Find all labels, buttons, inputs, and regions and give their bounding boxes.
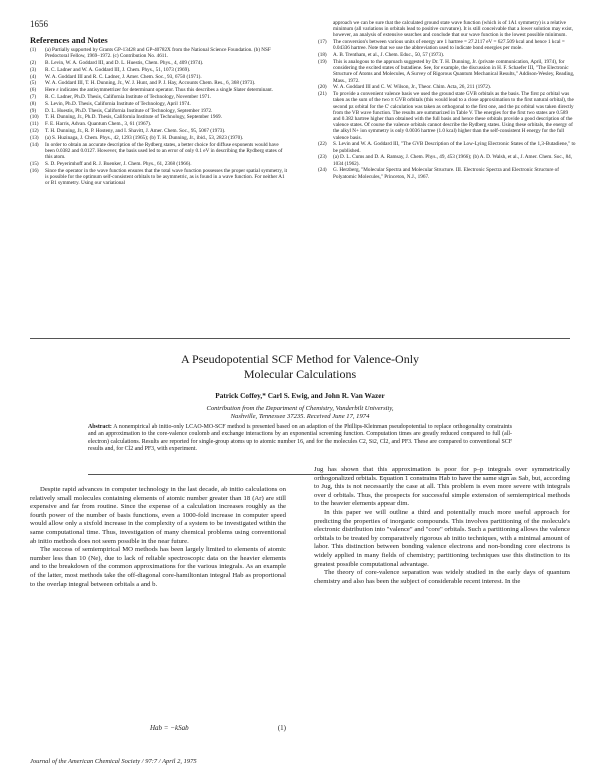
reference-text: Since the operator in the wave function ensures that the total wave function possesses the proper spatial symmetry, it is possible for the optimum self-consistent orbitals to be asymmetric, as is found in a wave function. For neither A1 or B1 symmetry. Using our variational xyxy=(45,167,288,186)
reference-text: (a) Partially supported by Grants GP-13428 and GP-40782X from the National Science Foundation. (b) NSF Predoctoral Fellow, 1969–1972. (c) Contribution No. 4611. xyxy=(45,47,271,60)
reference-text: R. C. Ladner and W. A. Goddard III, J. Chem. Phys., 51, 1073 (1969). xyxy=(45,66,191,73)
equation-1 xyxy=(30,724,286,732)
reference-item xyxy=(30,114,288,120)
reference-text: The conversion's between various units of energy are 1 hartree = 27.2117 eV = 627.509 kcal and hence 1 kcal = 0.04336 hartree. Note that we use the abbreviation used to indicate bond energies per mole. xyxy=(333,39,565,52)
reference-item xyxy=(30,135,288,141)
reference-number: (17) xyxy=(318,39,327,46)
reference-text: W. A. Goddard III and C. W. Wilson, Jr., Theor. Chim. Acta, 26, 211 (1972). xyxy=(333,84,491,91)
reference-number: (7) xyxy=(30,93,37,100)
reference-number: (23) xyxy=(318,154,327,161)
reference-number: (6) xyxy=(30,87,37,94)
reference-item xyxy=(30,161,288,167)
reference-item xyxy=(30,168,288,187)
reference-item xyxy=(30,121,288,127)
abstract xyxy=(88,424,512,454)
affiliation-line-2: Nashville, Tennessee 37235. Received June 17, 1974 xyxy=(230,413,370,420)
reference-item xyxy=(30,60,288,66)
reference-text: D. L. Huestis, Ph.D. Thesis, California Institute of Technology, September 1972. xyxy=(45,107,213,114)
reference-text: S. Levin and W. A. Goddard III, "The GVB Description of the Low-Lying Electronic States of the 1,3-Butadiene," to be published. xyxy=(333,141,576,154)
reference-text: R. C. Ladner, Ph.D. Thesis, California Institute of Technology, November 1971. xyxy=(45,93,212,100)
reference-text: This is analogous to the approach suggested by Dr. T. H. Dunning, Jr. (private communication, April, 1974), for considering the excited states of butadiene. See, for example, the discussion in H. F. Schaefer III, "The Electronic Structure of Atoms and Molecules, A Survey of Rigorous Quantum Mechanical Results," Addison-Wesley, Reading, Mass., 1972. xyxy=(333,59,575,84)
references-heading: References and Notes xyxy=(30,35,108,45)
reference-item xyxy=(30,80,288,86)
body-right-column xyxy=(314,466,570,586)
article-title-line-2: Molecular Calculations xyxy=(243,367,357,381)
journal-footer: Journal of the American Chemical Society / 97:7 / April 2, 1975 xyxy=(30,758,197,765)
reference-text: S. Levin, Ph.D. Thesis, California Institute of Technology, April 1974. xyxy=(45,100,191,107)
reference-number: (15) xyxy=(30,160,39,167)
reference-item xyxy=(318,52,576,58)
article-title xyxy=(60,352,540,382)
reference-number: (2) xyxy=(30,60,37,66)
reference-item xyxy=(318,154,576,166)
reference-number: (13) xyxy=(30,134,39,141)
body-paragraph: Jug has shown that this approximation is poor for p–p integrals over symmetrically orthogonalized orbitals. Equation 1 constrains Hab to have the same sign as Sab, but, according to Jug, this is not necessarily the case at all. This problem is even more severe with integrals over d orbitals. Thus, the prospects for successful simple extension of semiempirical methods to the heavier elements appear dim. xyxy=(314,466,570,508)
reference-text: S. D. Peyerimhoff and R. J. Buenker, J. Chem. Phys., 61, 2368 (1966). xyxy=(45,160,192,167)
reference-number: (18) xyxy=(318,52,327,59)
reference-number: (24) xyxy=(318,167,327,174)
reference-text: F. E. Harris, Advan. Quantum Chem., 3, 61 (1967). xyxy=(45,121,152,128)
body-paragraph: The success of semiempirical MO methods has been largely limited to elements of atomic number less than 10 (Ne), due to lack of reliable spectroscopic data on the heavier elements and to the breakdown of the common approximations for the various integrals. As an example of the latter, most methods take the off-diagonal core-hamiltonian integral Hab as proportional to the overlap integral between orbitals a and b. xyxy=(30,546,286,588)
reference-text: Here ε indicates the antisymmetrizer for determinant operator. Thus this describes a single Slater determinant. xyxy=(45,87,273,94)
reference-text: W. A. Goddard III, T. H. Dunning, Jr., W. J. Hunt, and P. J. Hay, Accounts Chem. Res., 6, 368 (1973). xyxy=(45,80,256,87)
reference-item xyxy=(30,101,288,107)
article-authors: Patrick Coffey,* Carl S. Ewig, and John R. Van Wazer xyxy=(215,391,385,400)
body-paragraph: The theory of core-valence separation was widely studied in the early days of quantum chemistry and also has been the subject of considerable recent interest. In the xyxy=(314,569,570,585)
reference-text: T. H. Dunning, Jr., Ph.D. Thesis, California Institute of Technology, September 1969. xyxy=(45,114,222,121)
reference-number: (20) xyxy=(318,84,327,91)
reference-text: approach we can be sure that the calculated ground state wave function (which is of 1A1 symmetry) is a relative minimum (all variations in orbitals lead to positive curvature). It is still conceivable that a lower solution may exist, however, an analysis of extensive searches and conclude that our wave function is the lowest possible minimum. xyxy=(333,20,574,39)
reference-item xyxy=(318,39,576,51)
reference-item xyxy=(318,20,576,39)
reference-item xyxy=(318,91,576,141)
reference-text: In order to obtain an accurate description of the Rydberg states, a better choice for diffuse exponents would have been 0.0382 and 0.0127. However, the basis used led to an error of only 0.1 eV in describing the Rydberg states of this atom. xyxy=(45,141,283,160)
body-paragraph: In this paper we will outline a third and potentially much more useful approach for predicting the properties of inorganic compounds. This involves partitioning of the molecule's electronic distribution into "valence" and "core" orbitals. Such a partitioning allows the valence orbitals to be treated by comparatively rigorous ab initio techniques, with a minimal amount of labor. This distinction between bonding valence electrons and non-bonding core electrons is widely applied in many fields of chemistry; partitioning techniques use this distinction to its greatest possible computational advantage. xyxy=(314,508,570,568)
reference-item xyxy=(30,47,288,59)
equation-label: (1) xyxy=(277,724,286,732)
reference-item xyxy=(30,142,288,161)
references-left-column xyxy=(30,47,288,187)
reference-number: (5) xyxy=(30,80,37,87)
reference-number: (9) xyxy=(30,107,37,114)
reference-item xyxy=(30,67,288,73)
reference-text: To provide a convenient valence basis we used the ground state GVB orbitals as the basis. The first pz orbital was taken as the sum of the two π GVB orbitals (this would lead to a close approximation to the first natural orbital), the second pz orbital for the C' calculation was taken as orthogonal to the first one, and the pz orbital was taken directly from the VB wave function. The results are summarized in Table V. The energies for the first two states are 0.589 and 0.382 hartree higher than obtained with the full basis and hence these orbitals provide a good description of the valence states. Of course the valence orbitals cannot describe the Rydberg states. Using these orbitals, the energy of the alkyl N+ ion symmetry is only 0.0036 hartree (1.0 kcal) higher than the self-consistent H energy for the full valence basis. xyxy=(333,91,574,141)
abstract-text: A nonempirical ab initio-only LCAO-MO-SCF method is presented based on an adaption of the Phillips-Kleinman pseudopotential to replace orthogonality constraints and an approximation to the core-valence coulomb and exchange interactions by an exponential screening function. Computation times are greatly reduced compared to full (all-electron) calculations. Results are reported for single-group atoms up to atomic number 16, and for the molecules C2, Si2, Cl2, and PF3. These are compared to conventional SCF results and, for Cl2 and PF3, with experiment. xyxy=(88,424,512,453)
reference-text: W. A. Goddard III and R. C. Ladner, J. Amer. Chem. Soc., 93, 6750 (1971). xyxy=(45,73,202,80)
reference-item xyxy=(30,87,288,93)
reference-number xyxy=(318,20,333,39)
article-affiliation xyxy=(60,405,540,421)
equation-text: Hab = −kSab xyxy=(150,724,189,732)
affiliation-line-1: Contribution from the Department of Chemistry, Vanderbilt University, xyxy=(206,405,394,412)
reference-number: (4) xyxy=(30,73,37,80)
reference-number: (19) xyxy=(318,59,327,65)
reference-item xyxy=(30,74,288,80)
reference-text: B. Levin, W. A. Goddard III, and D. L. Huestis, Chem. Phys., 4, 409 (1974). xyxy=(45,60,204,66)
reference-number: (3) xyxy=(30,66,37,73)
reference-item xyxy=(318,167,576,179)
reference-number: (8) xyxy=(30,100,37,107)
reference-number: (12) xyxy=(30,127,39,134)
reference-text: (a) D. L. Cums and D. A. Ramsay, J. Chem. Phys., 49, 453 (1966); (b) A. D. Walsh, et al., J. Amer. Chem. Soc., 84, 1034 (1962). xyxy=(333,154,573,167)
reference-number: (14) xyxy=(30,141,39,148)
reference-item xyxy=(318,59,576,84)
reference-number: (10) xyxy=(30,114,39,121)
section-divider xyxy=(30,338,570,339)
body-left-column xyxy=(30,486,286,589)
page-number: 1656 xyxy=(30,19,48,29)
references-right-column xyxy=(318,20,576,180)
reference-item xyxy=(318,141,576,153)
article-title-line-1: A Pseudopotential SCF Method for Valence-Only xyxy=(180,352,420,366)
reference-item xyxy=(318,84,576,90)
reference-item xyxy=(30,108,288,114)
reference-number: (11) xyxy=(30,121,39,128)
abstract-label: Abstract: xyxy=(88,424,112,430)
reference-item xyxy=(30,128,288,134)
reference-text: (a) S. Huzinaga, J. Chem. Phys., 42, 1293 (1965); (b) T. H. Dunning, Jr., ibid., 53, 2823 (1970). xyxy=(45,134,244,141)
body-paragraph: Despite rapid advances in computer technology in the last decade, ab initio calculations on relatively small molecules containing elements of atomic number greater than 18 (Ar) are still expensive and far from routine. Since the expense of a calculation increases roughly as the fourth power of the number of basis functions, even a 1000-fold increase in computer speed would allow only a sixfold increase in the complexity of a system to be investigated within the same computational time. Thus, investigation of many chemical problems using conventional ab initio methods does not seem possible in the near future. xyxy=(30,486,286,545)
reference-text: A. B. Trentham, et al., J. Chem. Educ., 50, 57 (1973). xyxy=(333,52,445,59)
reference-number: (1) xyxy=(30,47,37,53)
reference-number: (21) xyxy=(318,91,327,98)
reference-text: G. Herzberg, "Molecular Spectra and Molecular Structure. III. Electronic Spectra and Electronic Structure of Polyatomic Molecules," Princeton, N.J., 1967. xyxy=(333,167,560,180)
reference-text: T. H. Dunning, Jr., R. P. Hosteny, and I. Shavitt, J. Amer. Chem. Soc., 95, 5067 (1973). xyxy=(45,127,226,134)
reference-number: (16) xyxy=(30,167,39,174)
reference-item xyxy=(30,94,288,100)
reference-number: (22) xyxy=(318,141,327,148)
